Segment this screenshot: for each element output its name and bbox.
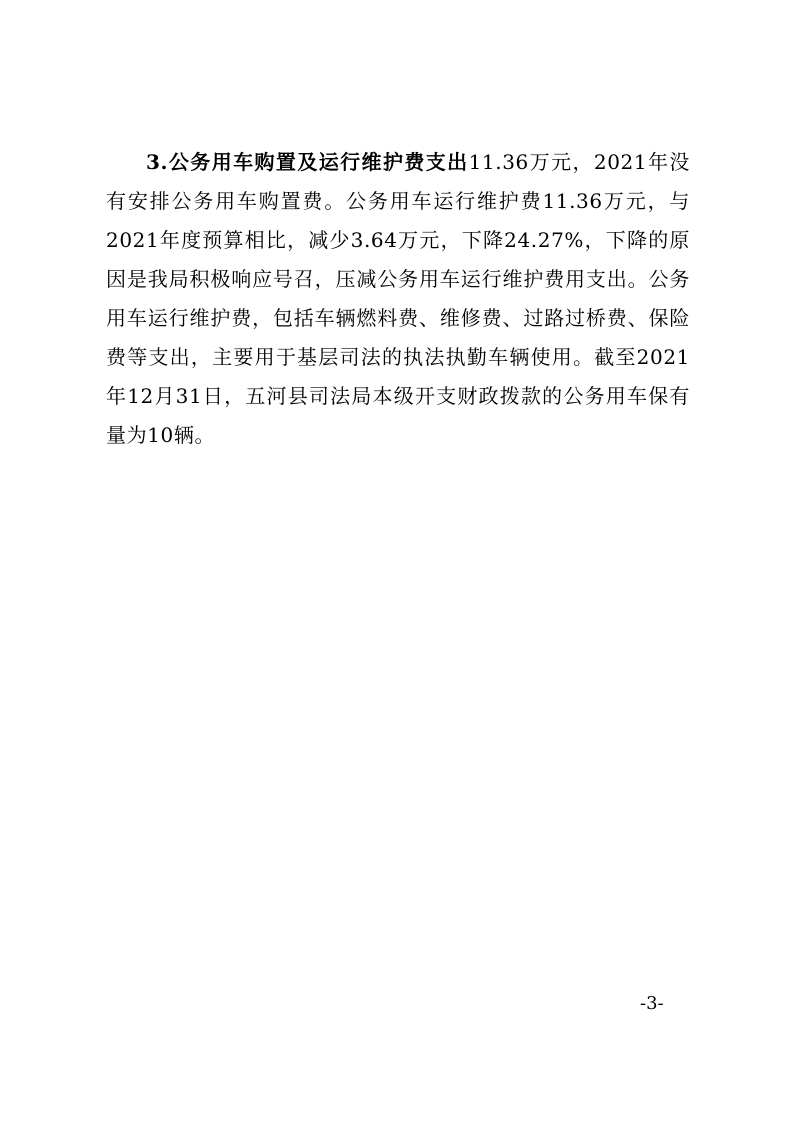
paragraph-lead-heading: 3.公务用车购置及运行维护费支出: [146, 150, 469, 174]
paragraph-body-text: 11.36万元，2021年没有安排公务用车购置费。公务用车运行维护费11.36万元，与2021年度预算相比，减少3.64万元，下降24.27%，下降的原因是我局积极响应号召，压减公务用车运行维护费用支出。公务用车运行维护费，包括车辆燃料费、维修费、过路过桥费、保险费等支出，主要用于基层司法的执法执勤车辆使用。截至2021年12月31日，五河县司法局本级开支财政拨款的公务用车保有量为10辆。: [106, 150, 690, 447]
page-number: -3-: [640, 993, 664, 1014]
paragraph-vehicle-expenditure: [106, 143, 690, 455]
